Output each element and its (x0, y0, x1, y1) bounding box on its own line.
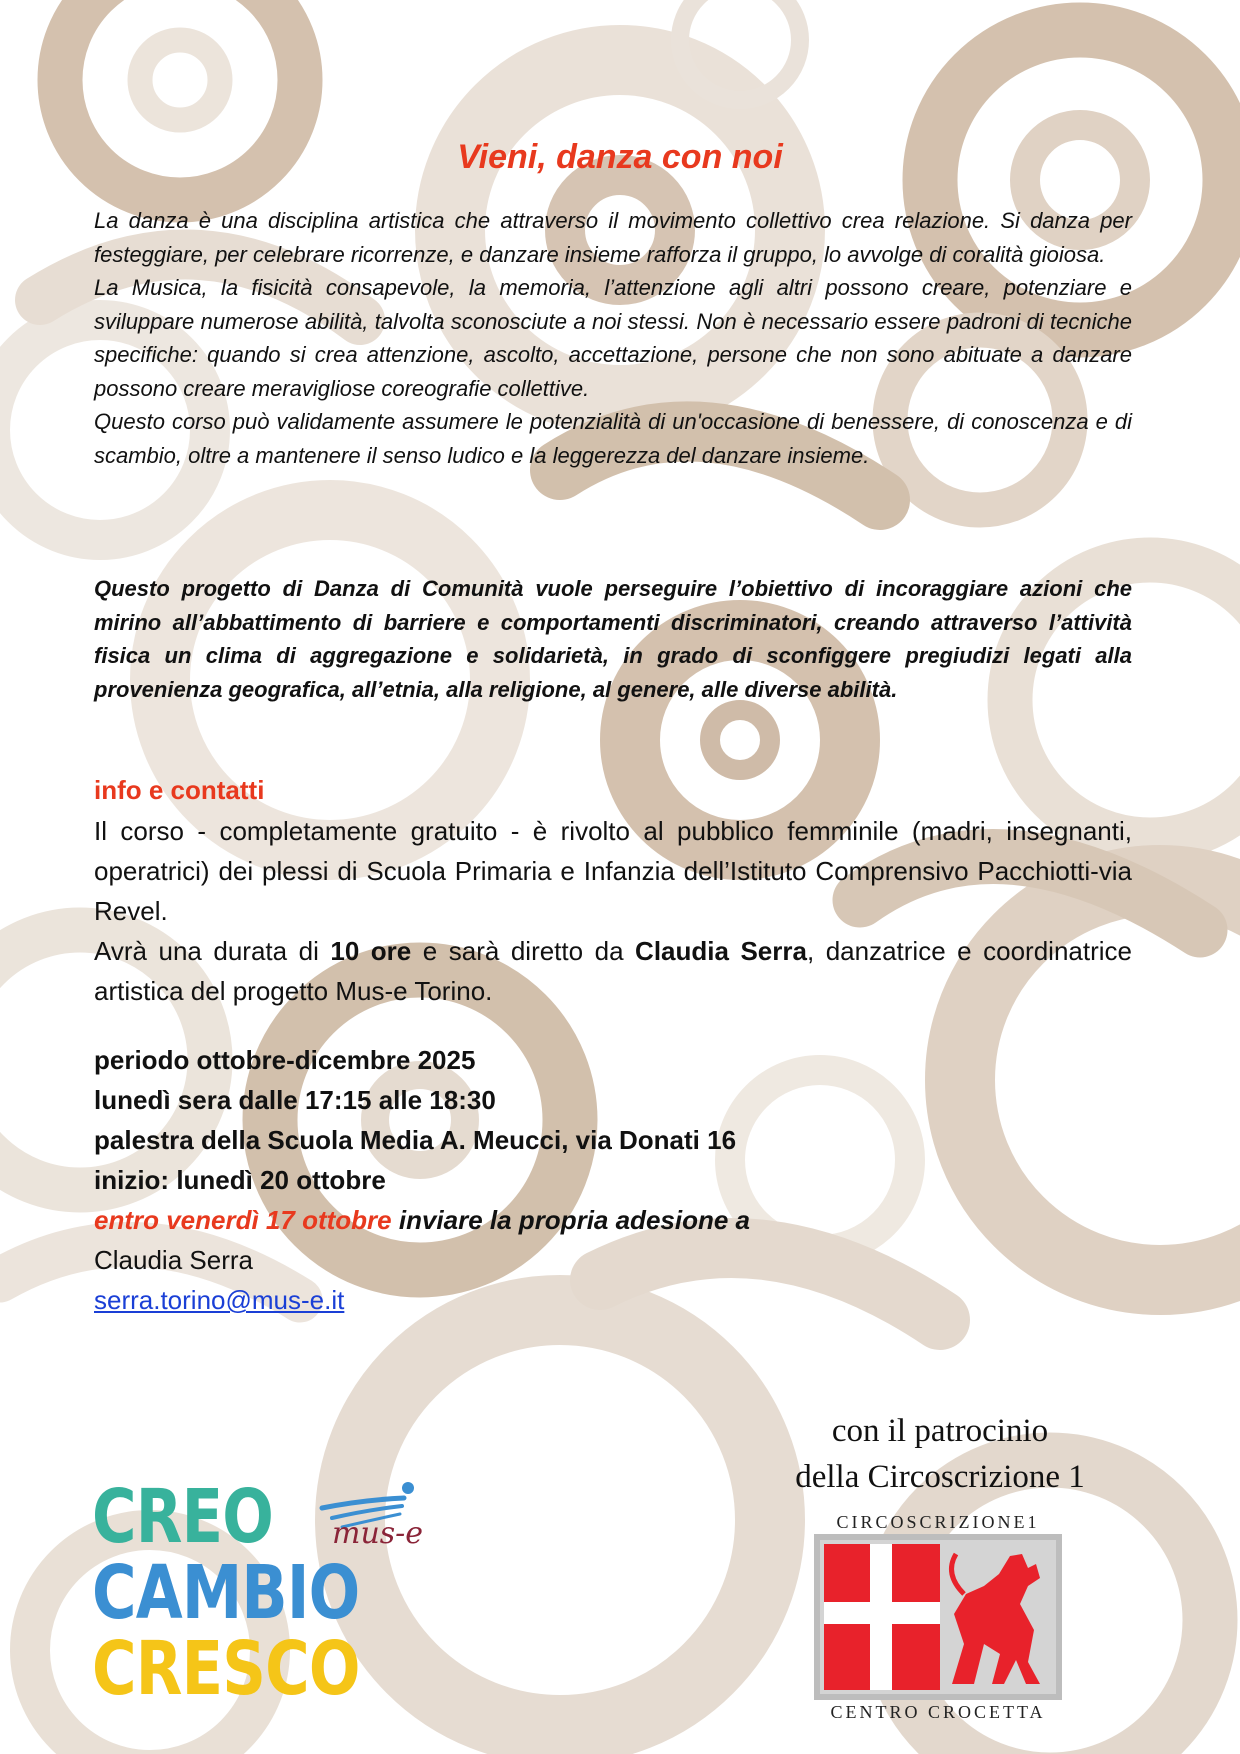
contact-name: Claudia Serra (94, 1245, 253, 1275)
patronage-line: con il patrocinio (831, 1413, 1049, 1449)
registration-instruction: inviare la propria adesione a (391, 1205, 750, 1235)
registration-deadline: entro venerdì 17 ottobre (94, 1205, 392, 1235)
patronage-line: della Circoscrizione 1 (795, 1459, 1085, 1495)
crest-bottom-label: CENTRO CROCETTA (830, 1702, 1046, 1722)
intro-text (94, 204, 1132, 472)
course-period: periodo ottobre-dicembre 2025 (94, 1045, 476, 1075)
contact-email-link[interactable]: serra.torino@mus-e.it (94, 1285, 345, 1315)
crest-emblem-icon (814, 1534, 1062, 1700)
intro-paragraph: Questo corso può validamente assumere le potenzialità di un'occasione di benessere, di conoscenza e di scambio, oltre a mantenere il senso ludico e la leggerezza del danzare insieme. (94, 409, 1132, 468)
logo-word-cresco: CRESCO (92, 1626, 360, 1712)
mus-e-brand: mus-e (332, 1516, 424, 1551)
info-text-part: , danzatrice e coordinatrice artistica del progetto Mus-e Torino. (94, 936, 1132, 1006)
info-heading: info e contatti (94, 775, 265, 805)
director-name: Claudia Serra (635, 936, 807, 966)
registration-line (94, 1200, 894, 1240)
info-paragraph: Il corso - completamente gratuito - è rivolto al pubblico femminile (madri, insegnanti, operatrici) dei plessi di Scuola Primaria e Infanzia dell’Istituto Comprensivo Pacchiotti-via Revel. (94, 816, 1132, 926)
page-title: Vieni, danza con noi (457, 138, 783, 176)
course-hours: 10 ore (330, 936, 412, 966)
course-details (94, 1040, 894, 1320)
info-text (94, 811, 1132, 1011)
info-text-part: e sarà diretto da (411, 936, 636, 966)
info-paragraph (94, 931, 1132, 1011)
project-statement: Questo progetto di Danza di Comunità vuole perseguire l’obiettivo di incoraggiare azioni che mirino all’abbattimento di barriere e comportamenti discriminatori, creando attraverso l’attività fisica un clima di aggregazione e solidarietà, in grado di sconfiggere pregiudizi legati alla provenienza geografica, all’etnia, alla religione, al genere, alle diverse abilità. (94, 576, 1132, 702)
crest-top-label: CIRCOSCRIZIONE1 (836, 1512, 1040, 1532)
intro-paragraph: La Musica, la fisicità consapevole, la memoria, l’attenzione agli altri possono creare, potenziare e sviluppare numerose abilità, talvolta sconosciute a noi stessi. Non è necessario essere padroni di tecniche specifiche: quando si crea attenzione, ascolto, accettazione, persone che non sono abituate a danzare possono creare meravigliose coreografie collettive. (94, 275, 1132, 401)
info-text-part: Avrà una durata di (94, 936, 331, 966)
intro-paragraph: La danza è una disciplina artistica che attraverso il movimento collettivo crea relazione. Si danza per festeggiare, per celebrare ricorrenze, e danzare insieme rafforza il gruppo, lo avvolge di coralità gioiosa. (94, 208, 1132, 267)
patronage-text (730, 1408, 1150, 1500)
course-location: palestra della Scuola Media A. Meucci, via Donati 16 (94, 1125, 737, 1155)
logo-word-creo: CREO (92, 1474, 274, 1560)
course-schedule: lunedì sera dalle 17:15 alle 18:30 (94, 1085, 496, 1115)
logo-word-cambio: CAMBIO (92, 1550, 360, 1636)
circoscrizione-crest (812, 1512, 1064, 1722)
course-start: inizio: lunedì 20 ottobre (94, 1165, 386, 1195)
creo-cambio-cresco-logo (92, 1474, 472, 1712)
